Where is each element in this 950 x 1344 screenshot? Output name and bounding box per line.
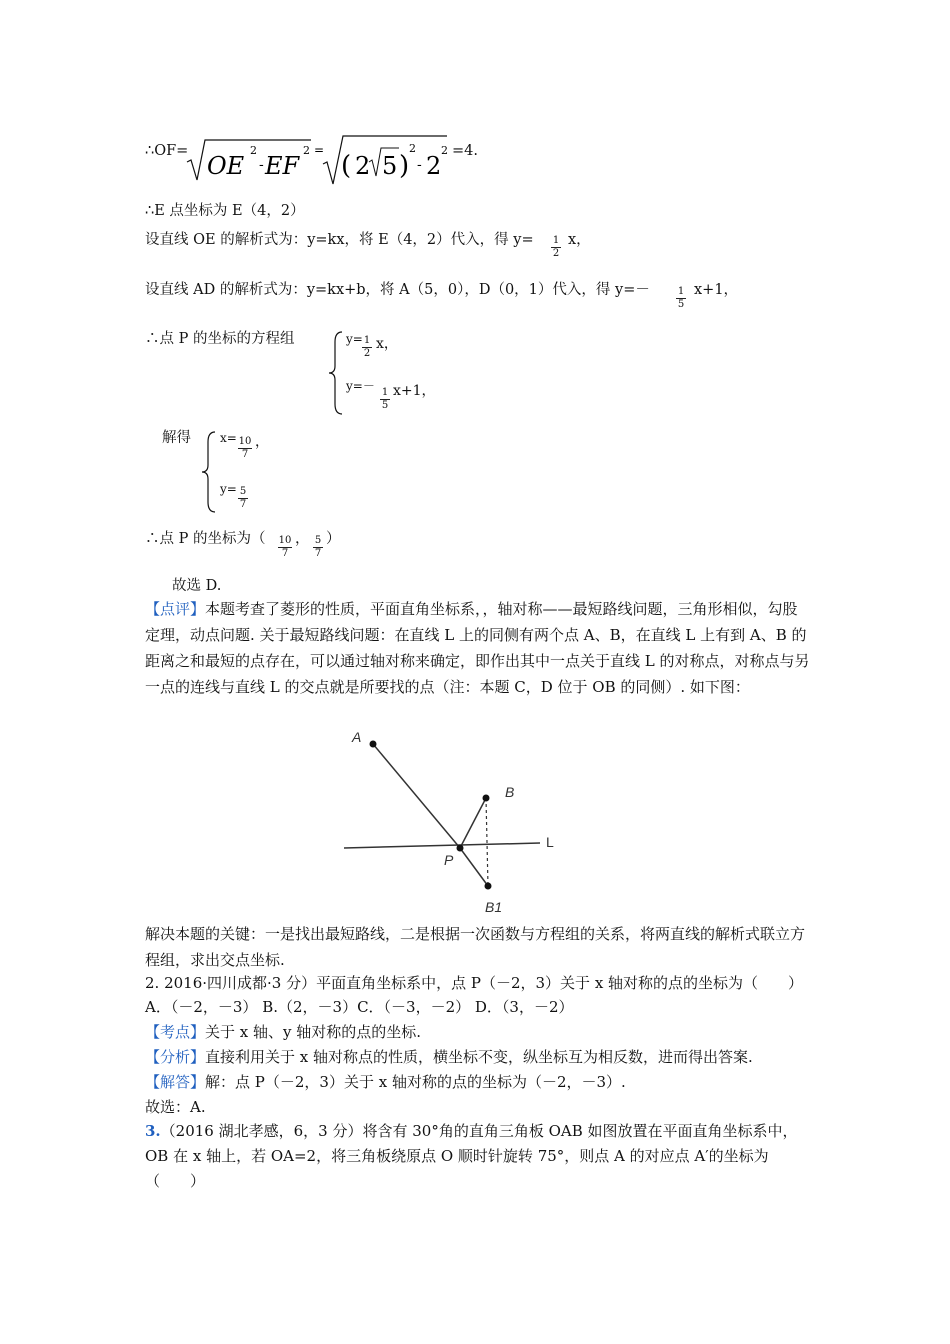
sup-2b: 2 xyxy=(303,144,310,157)
sol1-lhs: x= xyxy=(220,431,237,445)
minus-a: - xyxy=(259,157,264,173)
fenxi-tag: 【分析】 xyxy=(145,1048,206,1066)
label-l: L xyxy=(546,834,554,850)
ef-text: EF xyxy=(265,152,300,180)
rparen: ) xyxy=(399,151,410,181)
comment-paragraph xyxy=(145,596,810,700)
sol2-lhs: y= xyxy=(220,482,237,496)
oe-line-end: x， xyxy=(568,232,591,248)
jieda-tag: 【解答】 xyxy=(145,1073,206,1091)
fraction-fifth: 1 5 xyxy=(677,286,685,310)
label-a: A xyxy=(352,729,362,745)
lparen: ( xyxy=(341,151,352,181)
five-text: 5 xyxy=(382,152,398,180)
minus-b: - xyxy=(417,157,422,173)
line-l xyxy=(344,843,540,848)
sup-2a: 2 xyxy=(250,144,257,157)
sys1-rhs: x， xyxy=(376,336,398,352)
q3-text: （2016 湖北孝感，6，3 分）将含有 30°角的直角三角板 OAB 如图放置在平面直角坐标系中，OB 在 x 轴上，若 OA=2，将三角板绕原点 O 顺时针旋转 75°，则点 A 的对应点 A′的坐标为（ ） xyxy=(145,1122,798,1190)
q2-fenxi xyxy=(145,1047,753,1067)
p-coord-text: ∴点 P 的坐标为（ xyxy=(145,531,266,547)
q2-answer: 故选：A. xyxy=(145,1098,206,1116)
oe-line-text: 设直线 OE 的解析式为：y=kx，将 E（4，2）代入，得 y= xyxy=(145,232,534,248)
fraction-half: 1 2 xyxy=(552,235,560,259)
of-result: =4. xyxy=(452,143,478,159)
solution-brace xyxy=(199,430,217,514)
q3-number: 3. xyxy=(145,1122,161,1140)
system-label: ∴点 P 的坐标的方程组 xyxy=(145,331,295,347)
label-b: B xyxy=(505,784,515,800)
oe-text: OE xyxy=(207,152,245,180)
sup-2c: 2 xyxy=(409,142,416,155)
e-coord-line: ∴E 点坐标为 E（4，2） xyxy=(145,203,305,219)
key-paragraph: 解决本题的关键：一是找出最短路线，二是根据一次函数与方程组的关系，将两直线的解析式联立方程组，求出交点坐标. xyxy=(145,925,806,969)
p-coord-end: ） xyxy=(326,531,341,547)
q2-kaodian xyxy=(145,1022,421,1042)
ad-line-end: x+1， xyxy=(694,282,739,298)
sys2-lhs: y=－ xyxy=(346,379,375,393)
sys2-fraction: 1 5 xyxy=(381,387,389,411)
kaodian-tag: 【考点】 xyxy=(145,1023,206,1041)
point-a xyxy=(370,741,377,748)
sys1-fraction: 1 2 xyxy=(363,335,371,359)
choose-d: 故选 D. xyxy=(172,578,222,594)
eq-sign: = xyxy=(314,143,325,157)
segment-ap xyxy=(373,744,460,848)
point-b xyxy=(483,795,490,802)
ad-line-text: 设直线 AD 的解析式为：y=kx+b，将 A（5，0），D（0，1）代入，得 y=－ xyxy=(145,282,650,298)
sol2-fraction: 5 7 xyxy=(239,486,247,510)
sys2-rhs: x+1， xyxy=(393,383,436,399)
of-prefix: ∴OF= xyxy=(145,143,189,159)
sup-2d: 2 xyxy=(441,144,448,157)
point-p xyxy=(457,845,464,852)
solve-label: 解得 xyxy=(162,430,191,446)
kaodian-text: 关于 x 轴、y 轴对称的点的坐标. xyxy=(205,1023,422,1041)
comment-text: 本题考查了菱形的性质，平面直角坐标系，，轴对称——最短路线问题，三角形相似，勾股定理，动点问题. 关于最短路线问题：在直线 L 上的同侧有两个点 A、B，在直线 L 上有到 A、B 的距离之和最短的点存在，可以通过轴对称来确定，即作出其中一点关于直线 L 的对称点，对称点与另一点的连线与直线 L 的交点就是所要找的点（注：本题 C，D 位于 OB 的同侧）. 如下图： xyxy=(145,600,810,696)
q2-stem: 2. 2016·四川成都·3 分）平面直角坐标系中，点 P（－2，3）关于 x 轴对称的点的坐标为（ ） xyxy=(145,974,804,992)
p-coord-sep: ， xyxy=(295,531,310,547)
system-brace xyxy=(326,330,344,416)
point-b1 xyxy=(485,883,492,890)
jieda-text: 解：点 P（－2，3）关于 x 轴对称的点的坐标为（－2，－3）. xyxy=(205,1073,626,1091)
sys1-lhs: y= xyxy=(346,332,363,346)
shortest-path-figure xyxy=(340,720,580,920)
p-coord-y-fraction: 5 7 xyxy=(314,535,322,559)
two-text-b: 2 xyxy=(426,152,442,180)
comment-tag: 【点评】 xyxy=(145,600,206,618)
label-b1: B1 xyxy=(485,899,503,915)
p-coord-x-fraction: 10 7 xyxy=(278,535,292,559)
segment-pb xyxy=(460,798,486,848)
q3-paragraph xyxy=(145,1119,810,1194)
q2-jieda xyxy=(145,1072,626,1092)
fenxi-text: 直接利用关于 x 轴对称点的性质，横坐标不变，纵坐标互为相反数，进而得出答案. xyxy=(205,1048,753,1066)
sol1-comma: ， xyxy=(255,434,269,450)
sol1-fraction: 10 7 xyxy=(238,436,252,460)
label-p: P xyxy=(444,852,454,868)
two-text: 2 xyxy=(355,152,371,180)
segment-bb1 xyxy=(486,798,488,886)
segment-pb1 xyxy=(460,848,488,886)
of-formula xyxy=(185,132,485,186)
q2-options: A．（－2，－3） B.（2，－3）C．（－3，－2） D．（3，－2） xyxy=(145,998,574,1016)
